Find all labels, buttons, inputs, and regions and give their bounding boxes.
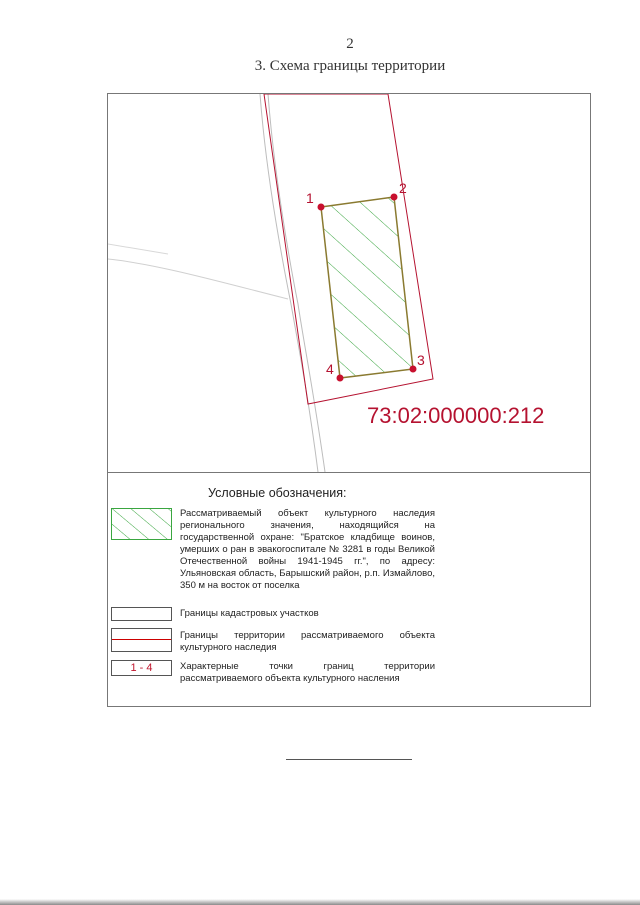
cadastral-boundary-line: [108, 259, 288, 299]
legend-text-object: Рассматриваемый объект культурного наследия регионального значения, находящийся на государственной охране: "Братское кладбище воинов, умерших о ран в эвакогоспитале № 3281 в годы Великой Отечественной войны 1941-1945 гг.", по адресу: Ульяновская область, Барышский район, р.п. Измайлово, 350 м на восток от поселка: [180, 508, 435, 591]
page-number: 2: [346, 36, 354, 52]
point-label-4: 4: [326, 361, 334, 377]
legend-text-points: Характерные точки границ территории рассматриваемого объекта культурного насления: [180, 661, 435, 684]
road-line-right: [268, 94, 325, 472]
point-marker-1: [318, 204, 325, 211]
point-marker-2: [391, 194, 398, 201]
point-label-3: 3: [417, 352, 425, 368]
footer-rule: [286, 759, 412, 760]
legend-text-territory: Границы территории рассматриваемого объекта культурного наследия: [180, 630, 435, 653]
scan-edge: [0, 899, 640, 905]
point-label-2: 2: [399, 180, 407, 196]
legend-symbol-points: 1 - 4: [111, 660, 172, 676]
scheme-figure: [107, 93, 591, 707]
legend-symbol-territory: [111, 628, 172, 652]
legend-title: Условные обозначения:: [208, 486, 347, 500]
point-marker-4: [337, 375, 344, 382]
point-marker-3: [410, 366, 417, 373]
road-line-left: [260, 94, 318, 472]
legend-symbol-cadastral: [111, 607, 172, 621]
legend-symbol-object: [111, 508, 172, 540]
map-area: [108, 94, 590, 472]
cadastral-number: 73:02:000000:212: [367, 403, 545, 428]
legend-divider: [108, 472, 590, 473]
page-heading: 3. Схема границы территории: [254, 58, 446, 74]
point-label-1: 1: [306, 190, 314, 206]
heritage-object: [321, 197, 413, 378]
cadastral-boundary-line-2: [108, 244, 168, 254]
legend-text-cadastral: Границы кадастровых участков: [180, 608, 319, 619]
